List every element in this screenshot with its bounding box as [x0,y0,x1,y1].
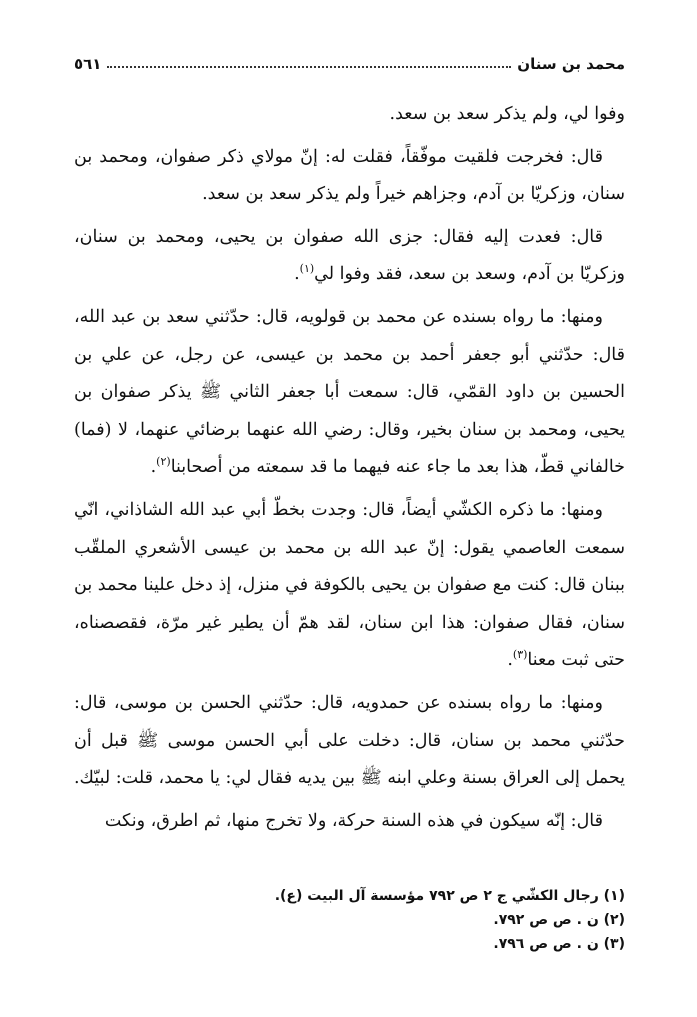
paragraph-text: قال: إنّه سيكون في هذه السنة حركة، ولا تخرج منها، ثم اطرق، ونكت [104,810,603,831]
main-text [74,96,625,845]
paragraph [74,803,625,841]
paragraph-text: ومنها: ما رواه بسنده عن محمد بن قولويه، قال: حدّثني سعد بن عبد الله، قال: حدّثني أبو جعفر أحمد بن محمد بن عيسى، عن رجل، عن علي بن الحسين بن داود القمّي، قال: سمعت أبا جعفر الثاني ﷺ يذكر صفوان بن يحيى، ومحمد بن سنان بخير، وقال: رضي الله عنهما برضائي عنهما، لا (فما) خالفاني قطّ، هذا بعد ما جاء عنه فيهما ما قد سمعته من أصحابنا [74,306,625,478]
footnote-marker: (٢) [156,455,171,469]
footnote-marker: (٣) [512,648,528,662]
paragraph [74,139,625,214]
paragraph-text: . [507,650,513,671]
paragraph-text: قال: فعدت إليه فقال: جزى الله صفوان بن يحيى، ومحمد بن سنان، وزكريّا بن آدم، وسعد بن سعد، فقد وفوا لي [74,226,625,285]
paragraph [74,96,625,134]
paragraph-text: . [150,457,157,478]
paragraph [74,685,625,798]
footnotes [74,884,625,956]
paragraph-text: وفوا لي، ولم يذكر سعد بن سعد. [389,104,625,124]
page-number: ٥٦١ [74,55,102,73]
paragraph-text: ومنها: ما رواه بسنده عن حمدويه، قال: حدّثني الحسن بن موسى، قال: حدّثني محمد بن سنان، قال: دخلت على أبي الحسن موسى ﷺ قبل أن يحمل إلى العراق بسنة وعلي ابنه ﷺ بين يديه فقال لي: يا محمد، قلت: لبيّك. [73,692,625,789]
paragraph-text: قال: فخرجت فلقيت موفّقاً، فقلت له: إنّ مولاي ذكر صفوان، ومحمد بن سنان، وزكريّا بن آدم، وجزاهم خيراً ولم يذكر سعد بن سعد. [74,146,625,205]
paragraph [74,492,625,680]
footnote-3: (٣) ن . ص ص ٧٩٦. [493,936,625,952]
footnote-1: (١) رجال الكشّي ج ٢ ص ٧٩٢ مؤسسة آل البيت (ع). [274,888,625,904]
running-header [74,50,625,78]
footnote-marker: (١) [299,262,315,276]
paragraph [74,219,625,294]
dot-leader [107,66,511,68]
paragraph-text: ومنها: ما ذكره الكشّي أيضاً، قال: وجدت بخطّ أبي عبد الله الشاذاني، انّي سمعت العاصمي يقول: إنّ عبد الله بن محمد بن عيسى الأشعري الملقّب ببنان قال: كنت مع صفوان بن يحيى بالكوفة في منزل، إذ دخل علينا محمد بن سنان، فقال صفوان: هذا ابن سنان، لقد همّ أن يطير غير مرّة، فقصصناه، حتى ثبت معنا [74,499,625,671]
paragraph-text: . [294,264,300,285]
header-title: محمد بن سنان [517,55,625,73]
paragraph [74,299,625,487]
footnote-2: (٢) ن . ص ص ٧٩٢. [493,912,625,928]
